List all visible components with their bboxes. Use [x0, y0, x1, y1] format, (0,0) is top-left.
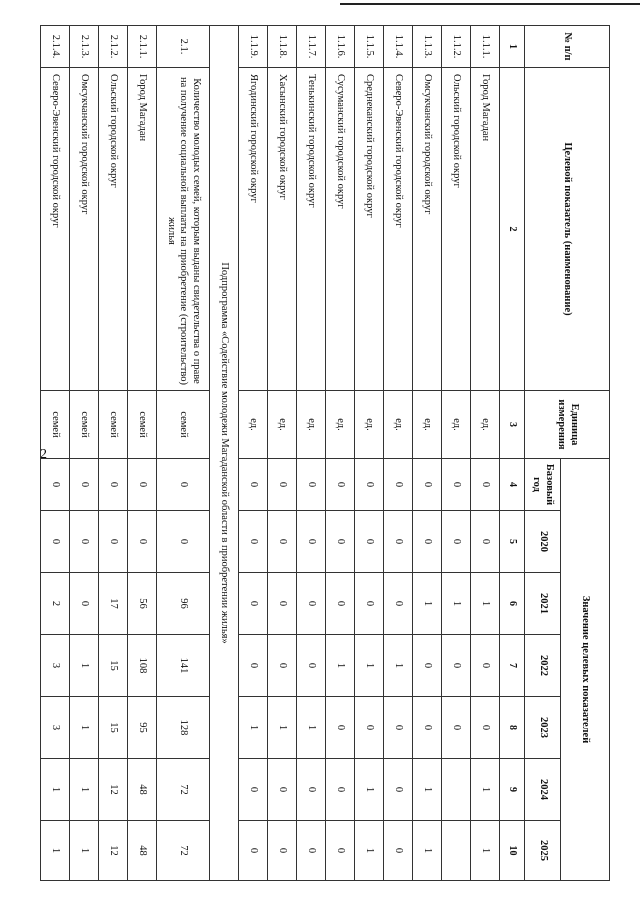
- row-value: 0: [268, 635, 297, 697]
- row-value: 0: [41, 459, 70, 511]
- row-number: 1.1.5.: [355, 26, 384, 68]
- column-number: 7: [500, 635, 525, 697]
- table-row: [268, 26, 297, 881]
- row-value: 0: [99, 459, 128, 511]
- row-value: 0: [326, 459, 355, 511]
- row-number: 2.1.2.: [99, 26, 128, 68]
- row-number: 1.1.1.: [471, 26, 500, 68]
- header-row: [561, 26, 610, 881]
- column-number: 2: [500, 68, 525, 391]
- row-value: 0: [326, 821, 355, 881]
- table-row: [99, 26, 128, 881]
- header-unit: Единица измерения: [525, 391, 610, 459]
- row-value: 2: [41, 573, 70, 635]
- row-value: 0: [297, 573, 326, 635]
- top-rule: [340, 3, 640, 5]
- column-number: 9: [500, 759, 525, 821]
- row-value: 0: [384, 759, 413, 821]
- row-value: 15: [99, 635, 128, 697]
- row-value: 0: [128, 511, 157, 573]
- row-value: 0: [471, 459, 500, 511]
- row-value: 0: [471, 635, 500, 697]
- row-name: Омсукчанский городской округ: [70, 68, 99, 391]
- row-unit: ед.: [442, 391, 471, 459]
- header-year: 2023: [525, 697, 561, 759]
- row-value: 72: [157, 759, 210, 821]
- row-value: 1: [413, 759, 442, 821]
- row-value: 1: [268, 697, 297, 759]
- row-value: 0: [326, 511, 355, 573]
- row-value: 95: [128, 697, 157, 759]
- row-value: 1: [355, 759, 384, 821]
- table-row: [384, 26, 413, 881]
- row-value: 0: [326, 759, 355, 821]
- row-value: [442, 759, 471, 821]
- row-value: 1: [70, 635, 99, 697]
- table-body: [41, 26, 525, 881]
- row-value: 0: [442, 511, 471, 573]
- column-number: 3: [500, 391, 525, 459]
- header-number: № п/п: [525, 26, 610, 68]
- row-unit: ед.: [239, 391, 268, 459]
- row-name: Город Магадан: [128, 68, 157, 391]
- row-value: 141: [157, 635, 210, 697]
- row-value: 0: [297, 821, 326, 881]
- header-year: 2022: [525, 635, 561, 697]
- row-unit: семей: [70, 391, 99, 459]
- row-value: 1: [384, 635, 413, 697]
- row-name: Ольский городской округ: [442, 68, 471, 391]
- row-value: 0: [268, 511, 297, 573]
- table-row: [157, 26, 210, 881]
- row-number: 1.1.6.: [326, 26, 355, 68]
- row-value: 15: [99, 697, 128, 759]
- row-value: 1: [442, 573, 471, 635]
- row-unit: ед.: [326, 391, 355, 459]
- row-name: Северо-Эвенский городской округ: [384, 68, 413, 391]
- row-value: 0: [268, 459, 297, 511]
- row-name: Хасынский городской округ: [268, 68, 297, 391]
- row-value: 1: [413, 821, 442, 881]
- row-value: [442, 821, 471, 881]
- row-value: 0: [239, 759, 268, 821]
- row-unit: ед.: [471, 391, 500, 459]
- row-unit: ед.: [355, 391, 384, 459]
- row-value: 0: [239, 511, 268, 573]
- row-value: 0: [268, 821, 297, 881]
- row-value: 0: [70, 511, 99, 573]
- row-value: 0: [157, 459, 210, 511]
- row-value: 0: [355, 697, 384, 759]
- row-name: Сусуманский городской округ: [326, 68, 355, 391]
- row-value: 1: [239, 697, 268, 759]
- row-number: 1.1.3.: [413, 26, 442, 68]
- page-number: 2: [40, 447, 47, 462]
- column-number: 5: [500, 511, 525, 573]
- row-unit: семей: [128, 391, 157, 459]
- row-name: Среднеканский городской округ: [355, 68, 384, 391]
- row-name: Количество молодых семей, которым выданы свидетельства о праве на получение социальной выплаты на приобретение (строительство) жилья: [157, 68, 210, 391]
- row-value: 1: [326, 635, 355, 697]
- header-values: Значение целевых показателей: [561, 459, 610, 881]
- row-unit: ед.: [413, 391, 442, 459]
- row-value: 0: [355, 511, 384, 573]
- row-value: 1: [413, 573, 442, 635]
- row-number: 2.1.1.: [128, 26, 157, 68]
- header-year: 2024: [525, 759, 561, 821]
- row-unit: семей: [99, 391, 128, 459]
- row-value: 0: [70, 573, 99, 635]
- row-value: 1: [70, 821, 99, 881]
- row-value: 1: [70, 697, 99, 759]
- column-number: 6: [500, 573, 525, 635]
- row-unit: ед.: [384, 391, 413, 459]
- row-value: 1: [70, 759, 99, 821]
- row-value: 0: [413, 511, 442, 573]
- table-row: [239, 26, 268, 881]
- row-number: 2.1.3.: [70, 26, 99, 68]
- row-value: 0: [471, 511, 500, 573]
- table-row: [413, 26, 442, 881]
- row-value: 0: [413, 635, 442, 697]
- row-value: 3: [41, 697, 70, 759]
- row-value: 1: [41, 759, 70, 821]
- row-value: 0: [355, 573, 384, 635]
- row-value: 0: [442, 697, 471, 759]
- row-value: 0: [326, 697, 355, 759]
- row-value: 0: [239, 635, 268, 697]
- row-value: 0: [41, 511, 70, 573]
- row-number: 1.1.4.: [384, 26, 413, 68]
- row-value: 0: [297, 511, 326, 573]
- header-year: 2020: [525, 511, 561, 573]
- row-value: 0: [99, 511, 128, 573]
- row-value: 0: [268, 573, 297, 635]
- row-value: 1: [41, 821, 70, 881]
- row-name: Город Магадан: [471, 68, 500, 391]
- header-year: 2021: [525, 573, 561, 635]
- row-number: 2.1.4.: [41, 26, 70, 68]
- row-value: 0: [413, 697, 442, 759]
- rotated-table-container: [50, 25, 610, 880]
- row-value: 108: [128, 635, 157, 697]
- row-value: 0: [384, 573, 413, 635]
- row-number: 1.1.9.: [239, 26, 268, 68]
- subprogram-row: [210, 26, 239, 881]
- column-number-row: [500, 26, 525, 881]
- header-name: Целевой показатель (наименование): [525, 68, 610, 391]
- row-value: 0: [297, 635, 326, 697]
- row-name: Ольский городской округ: [99, 68, 128, 391]
- row-value: 12: [99, 759, 128, 821]
- row-unit: семей: [41, 391, 70, 459]
- row-name: Тенькинский городской округ: [297, 68, 326, 391]
- row-value: 0: [128, 459, 157, 511]
- row-value: 3: [41, 635, 70, 697]
- row-value: 0: [297, 459, 326, 511]
- row-value: 56: [128, 573, 157, 635]
- row-value: 0: [326, 573, 355, 635]
- row-value: 0: [157, 511, 210, 573]
- row-value: 1: [355, 635, 384, 697]
- row-unit: семей: [157, 391, 210, 459]
- row-value: 0: [384, 511, 413, 573]
- row-unit: ед.: [297, 391, 326, 459]
- table-row: [297, 26, 326, 881]
- row-number: 2.1.: [157, 26, 210, 68]
- row-number: 1.1.7.: [297, 26, 326, 68]
- table-row: [41, 26, 70, 881]
- table-row: [471, 26, 500, 881]
- row-value: 0: [268, 759, 297, 821]
- table-row: [355, 26, 384, 881]
- row-value: 0: [239, 459, 268, 511]
- row-name: Северо-Эвенский городской округ: [41, 68, 70, 391]
- row-value: 0: [442, 459, 471, 511]
- header-year: 2025: [525, 821, 561, 881]
- target-indicators-table: [40, 25, 610, 881]
- row-value: 0: [471, 697, 500, 759]
- row-number: 1.1.8.: [268, 26, 297, 68]
- row-value: 1: [471, 759, 500, 821]
- row-value: 72: [157, 821, 210, 881]
- column-number: 10: [500, 821, 525, 881]
- row-value: 0: [355, 459, 384, 511]
- column-number: 8: [500, 697, 525, 759]
- row-value: 128: [157, 697, 210, 759]
- table-row: [128, 26, 157, 881]
- row-unit: ед.: [268, 391, 297, 459]
- table-row: [326, 26, 355, 881]
- subprogram-title: Подпрограмма «Содействие молодежи Магаданской области в приобретении жилья»: [210, 26, 239, 881]
- row-value: 1: [471, 821, 500, 881]
- row-number: 1.1.2.: [442, 26, 471, 68]
- row-value: 0: [70, 459, 99, 511]
- row-value: 48: [128, 759, 157, 821]
- table-row: [70, 26, 99, 881]
- row-value: 0: [384, 697, 413, 759]
- row-value: 1: [355, 821, 384, 881]
- header-base-year: Базовый год: [525, 459, 561, 511]
- row-value: 1: [471, 573, 500, 635]
- table-row: [442, 26, 471, 881]
- row-value: 96: [157, 573, 210, 635]
- row-value: 0: [442, 635, 471, 697]
- row-value: 0: [413, 459, 442, 511]
- row-value: 0: [239, 573, 268, 635]
- row-value: 12: [99, 821, 128, 881]
- row-value: 0: [297, 759, 326, 821]
- row-name: Омсукчанский городской округ: [413, 68, 442, 391]
- row-value: 0: [239, 821, 268, 881]
- row-value: 0: [384, 459, 413, 511]
- column-number: 1: [500, 26, 525, 68]
- row-value: 17: [99, 573, 128, 635]
- row-name: Ягодинский городской округ: [239, 68, 268, 391]
- row-value: 0: [384, 821, 413, 881]
- row-value: 1: [297, 697, 326, 759]
- column-number: 4: [500, 459, 525, 511]
- row-value: 48: [128, 821, 157, 881]
